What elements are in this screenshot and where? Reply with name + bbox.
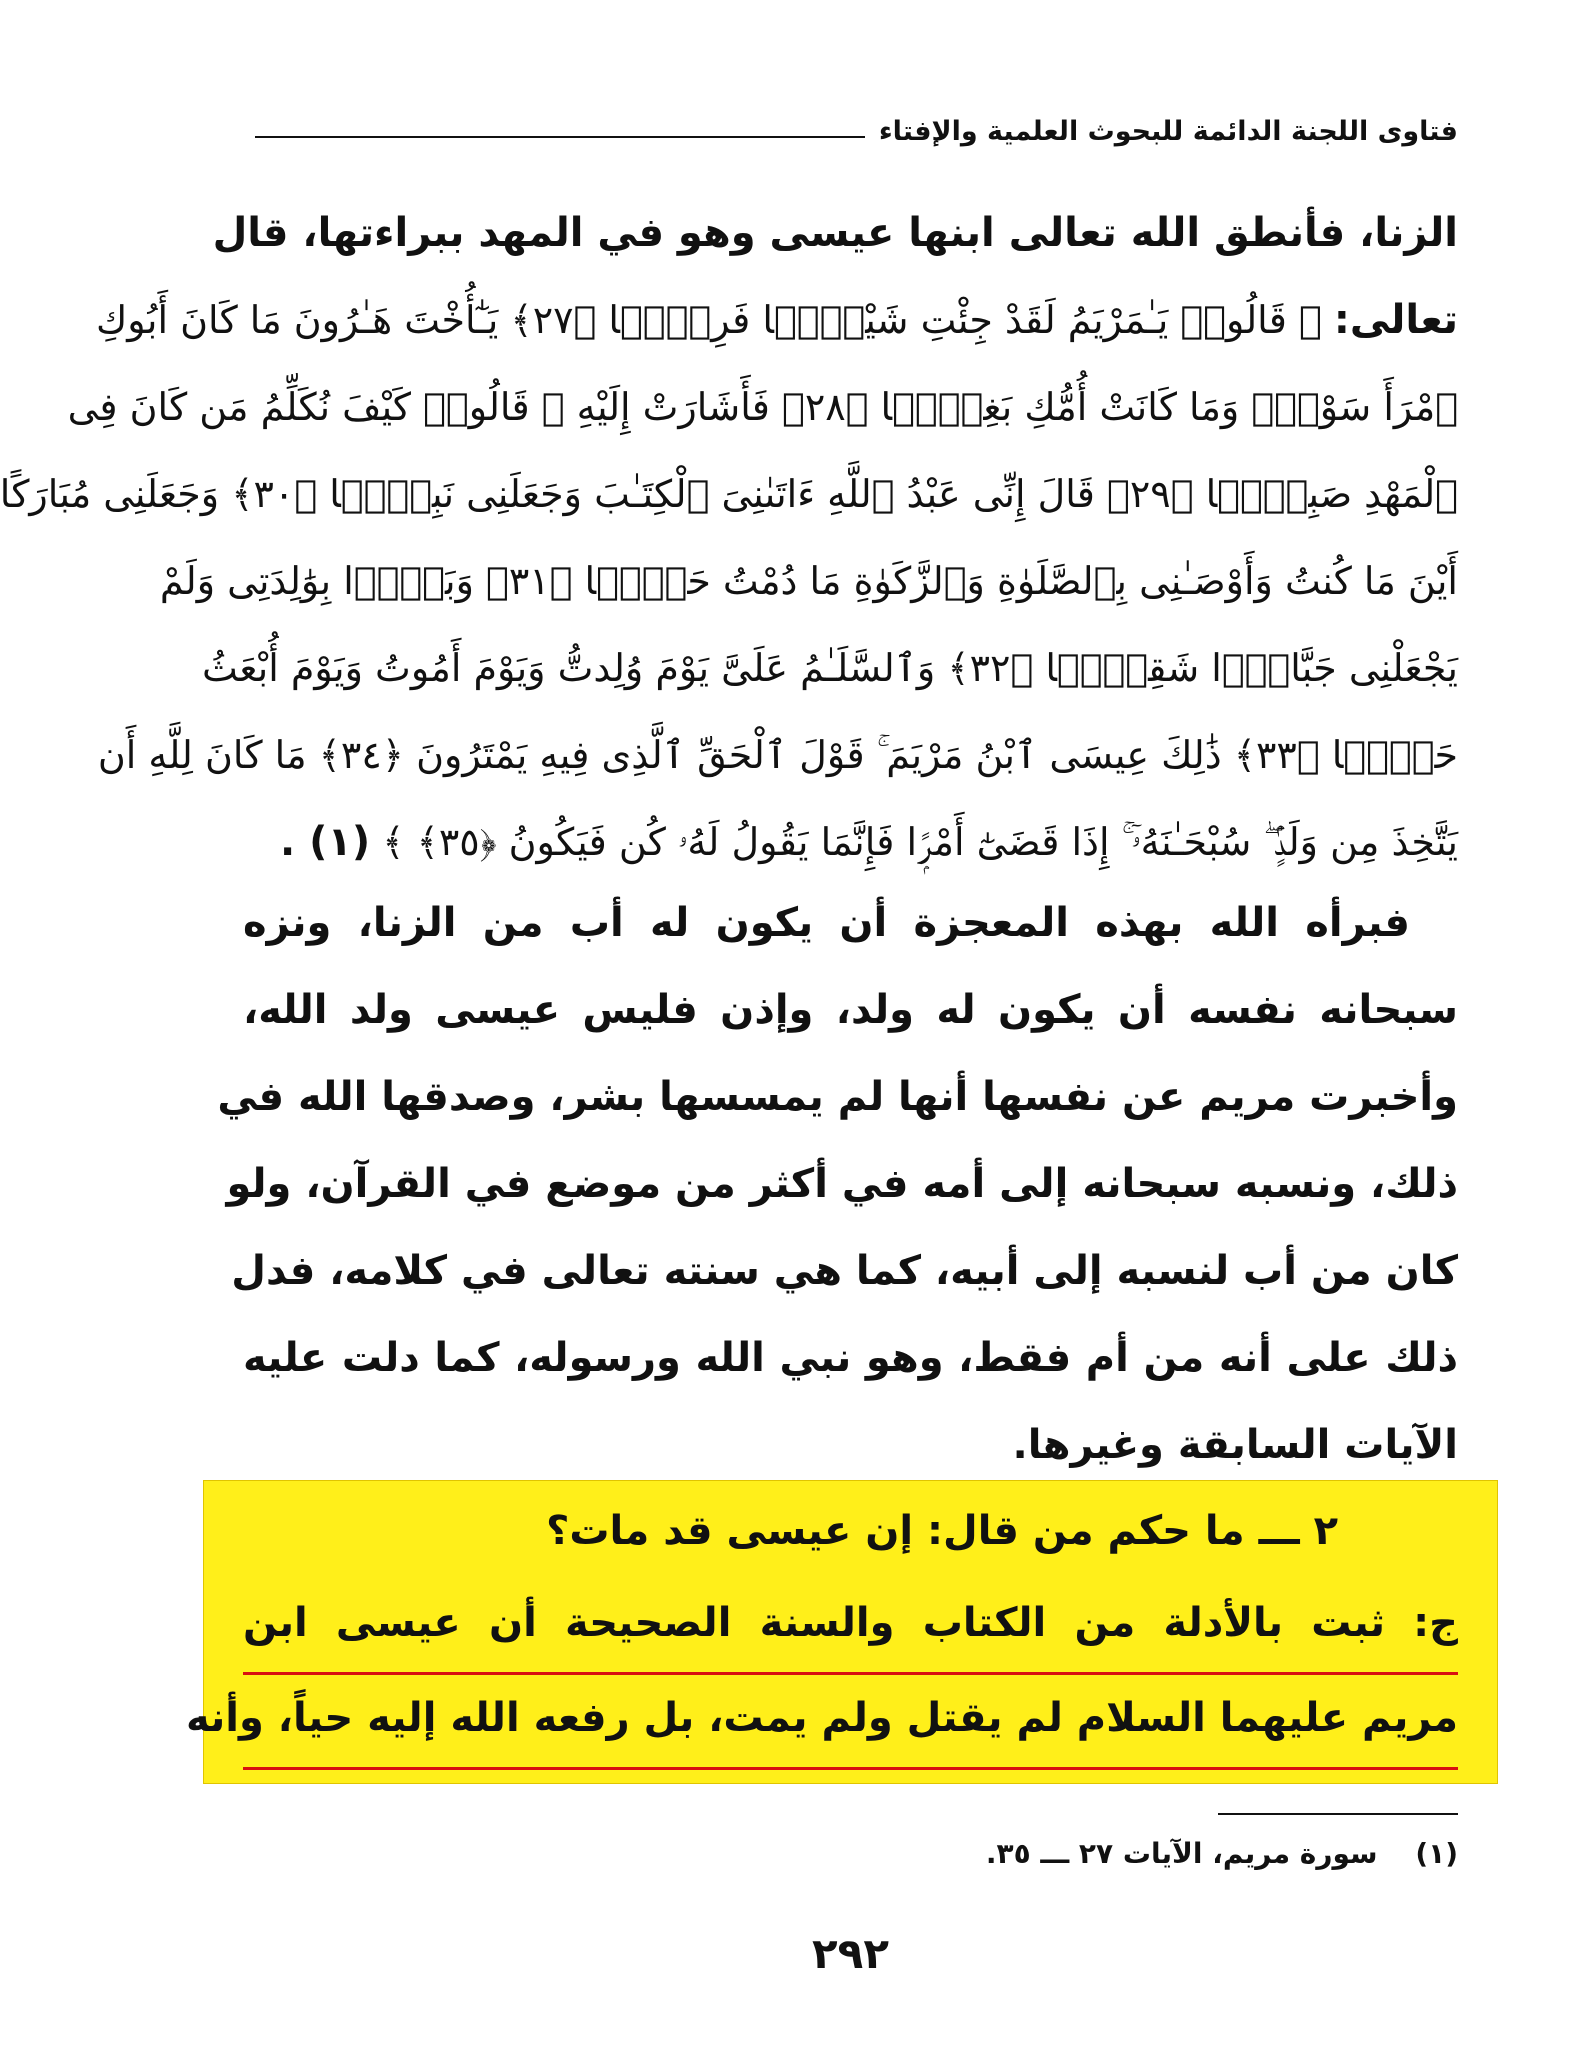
quran-line — [95, 277, 1458, 364]
quran-line: حَيًّۭا ﴿٣٣﴾ ذَٰلِكَ عِيسَى ٱبْنُ مَرْيَمَ ۚ قَوْلَ ٱلْحَقِّ ٱلَّذِى فِيهِ يَمْتَرُونَ ﴿٣٤﴾ مَا كَانَ لِلَّهِ أَن — [97, 733, 1458, 777]
paragraph-line: كان من أب لنسبه إلى أبيه، كما هي سنته تعالى في كلامه، فدل — [231, 1248, 1458, 1294]
paragraph-line: الآيات السابقة وغيرها. — [1012, 1422, 1458, 1468]
footnote-reference: (١) . — [280, 819, 371, 865]
question-number: ٢ ـــ — [1258, 1508, 1338, 1554]
paragraph-line: وأخبرت مريم عن نفسها أنها لم يمسسها بشر، وصدقها الله في — [217, 1074, 1458, 1120]
answer-line-underlined: ج: ثبت بالأدلة من الكتاب والسنة الصحيحة أن عيسى ابن — [243, 1580, 1458, 1675]
paragraph-line: فبرأه الله بهذه المعجزة أن يكون له أب من الزنا، ونزه — [243, 900, 1410, 946]
quran-line: أَيْنَ مَا كُنتُ وَأَوْصَـٰنِى بِٱلصَّلَوٰةِ وَٱلزَّكَوٰةِ مَا دُمْتُ حَيًّۭا ﴿٣١﴾ وَبَرًّۢا بِوَٰلِدَتِى وَلَمْ — [159, 559, 1458, 603]
running-header — [255, 108, 1458, 154]
footnote — [243, 1832, 1458, 1876]
quran-quote-block — [0, 190, 1458, 886]
quran-verse-text: ﴿ قَالُوا۟ يَـٰمَرْيَمُ لَقَدْ جِئْتِ شَيْـًۭٔا فَرِيًّۭا ﴿٢٧﴾ يَـٰٓأُخْتَ هَـٰرُونَ مَا كَانَ أَبُوكِ — [95, 298, 1322, 342]
quran-intro: تعالى: — [1333, 297, 1458, 343]
quran-line — [243, 799, 1458, 886]
body-paragraph — [217, 880, 1458, 1489]
text-line: الزنا، فأنطق الله تعالى ابنها عيسى وهو في المهد ببراءتها، قال — [212, 210, 1458, 256]
footnote-marker: (١) — [1415, 1837, 1458, 1870]
quran-line: يَجْعَلْنِى جَبَّارًۭا شَقِيًّۭا ﴿٣٢﴾ وَٱلسَّلَـٰمُ عَلَىَّ يَوْمَ وُلِدتُّ وَيَوْمَ أَمُوتُ وَيَوْمَ أُبْعَثُ — [202, 646, 1458, 690]
footnote-separator — [1218, 1813, 1458, 1815]
question-text: ما حكم من قال: إن عيسى قد مات؟ — [546, 1508, 1245, 1554]
paragraph-line: ذلك على أنه من أم فقط، وهو نبي الله ورسوله، كما دلت عليه — [243, 1335, 1458, 1381]
running-header-title: فتاوى اللجنة الدائمة للبحوث العلمية والإفتاء — [878, 115, 1458, 147]
page-number: ٢٩٢ — [812, 1929, 889, 1978]
quran-line: ٱلْمَهْدِ صَبِيًّۭا ﴿٢٩﴾ قَالَ إِنِّى عَبْدُ ٱللَّهِ ءَاتَىٰنِىَ ٱلْكِتَـٰبَ وَجَعَلَنِى نَبِيًّۭا ﴿٣٠﴾ وَجَعَلَنِى مُبَارَكًا — [0, 472, 1458, 516]
answer-line-underlined: مريم عليهما السلام لم يقتل ولم يمت، بل رفعه الله إليه حياً، وأنه — [243, 1675, 1458, 1770]
paragraph-line: ذلك، ونسبه سبحانه إلى أمه في أكثر من موضع في القرآن، ولو — [226, 1161, 1458, 1207]
header-rule — [255, 136, 865, 138]
quran-line: ٱمْرَأَ سَوْءٍۢ وَمَا كَانَتْ أُمُّكِ بَغِيًّۭا ﴿٢٨﴾ فَأَشَارَتْ إِلَيْهِ ۖ قَالُوا۟ كَيْفَ نُكَلِّمُ مَن كَانَ فِى — [67, 385, 1458, 429]
answer-block — [186, 1580, 1458, 1770]
question-heading — [243, 1496, 1458, 1566]
footnote-text: سورة مريم، الآيات ٢٧ ـــ ٣٥. — [985, 1837, 1378, 1870]
quran-verse-text: يَتَّخِذَ مِن وَلَدٍۢ ۖ سُبْحَـٰنَهُۥٓ ۚ إِذَا قَضَىٰٓ أَمْرًۭا فَإِنَّمَا يَقُولُ لَهُۥ كُن فَيَكُونُ ﴿٣٥﴾ ﴾ — [382, 820, 1458, 864]
paragraph-line: سبحانه نفسه أن يكون له ولد، وإذن فليس عيسى ولد الله، — [243, 987, 1458, 1033]
